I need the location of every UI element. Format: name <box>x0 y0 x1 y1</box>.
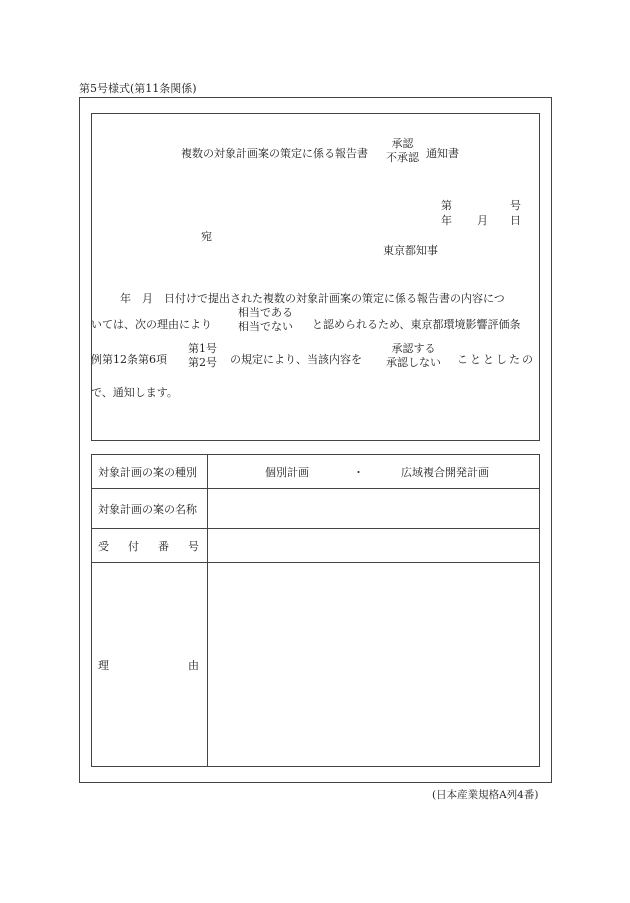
body-line-3-post: こととしたの <box>457 353 535 366</box>
date-day: 日 <box>510 214 521 227</box>
choice-item-1: 第1号 <box>188 342 217 355</box>
reason-char-1: 理 <box>98 658 109 672</box>
table-row-receipt <box>92 529 540 563</box>
body-line-4: で、通知します。 <box>91 386 178 399</box>
reason-value[interactable] <box>208 563 540 767</box>
table-row-name <box>92 489 540 529</box>
addressee-suffix: 宛 <box>201 230 212 243</box>
receipt-number-label <box>92 529 208 563</box>
title-choice <box>386 137 419 165</box>
date-year: 年 <box>441 214 452 227</box>
receipt-char-1: 受 <box>98 539 109 553</box>
plan-type-options <box>208 455 540 489</box>
date-month: 月 <box>477 214 488 227</box>
option-separator: ・ <box>353 465 364 479</box>
title-choice-reject: 不承認 <box>386 151 419 164</box>
body-line-1: 年 月 日付けで提出された複数の対象計画案の策定に係る報告書の内容につ <box>120 292 505 305</box>
choice-approve: 承認する <box>391 342 436 355</box>
number-suffix: 号 <box>510 199 521 212</box>
plan-name-value[interactable] <box>208 489 540 529</box>
choice-not-approve: 承認しない <box>386 356 441 369</box>
body-line-3-mid: の規定により、当該内容を <box>230 353 362 366</box>
choice-item-2: 第2号 <box>188 356 217 369</box>
paper-size-note: (日本産業規格A列4番) <box>432 789 539 801</box>
title-suffix: 通知書 <box>426 147 459 160</box>
body-line-3-clause-choice <box>188 342 217 370</box>
table-row-type <box>92 455 540 489</box>
choice-inappropriate: 相当でない <box>238 320 293 333</box>
issuer: 東京都知事 <box>383 244 438 257</box>
reason-char-2: 由 <box>188 658 199 672</box>
body-line-2-choice <box>238 306 293 334</box>
notice-title: 複数の対象計画案の策定に係る報告書 <box>181 147 368 160</box>
receipt-char-2: 付 <box>128 539 139 553</box>
receipt-number-value[interactable] <box>208 529 540 563</box>
option-wide-area-plan: 広域複合開発計画 <box>401 465 489 479</box>
plan-info-table <box>91 454 540 767</box>
receipt-char-4: 号 <box>188 539 199 553</box>
plan-type-label: 対象計画の案の種別 <box>92 455 208 489</box>
form-number-label: 第5号様式(第11条関係) <box>79 82 197 95</box>
body-line-3-decision-choice <box>386 342 441 370</box>
table-row-reason <box>92 563 540 767</box>
title-choice-approve: 承認 <box>391 137 414 150</box>
reason-label <box>92 563 208 767</box>
body-line-2-pre: いては、次の理由により <box>91 318 212 331</box>
option-individual-plan: 個別計画 <box>265 465 309 479</box>
receipt-char-3: 番 <box>158 539 169 553</box>
plan-name-label: 対象計画の案の名称 <box>92 489 208 529</box>
choice-appropriate: 相当である <box>238 306 293 319</box>
body-line-3-pre: 例第12条第6項 <box>91 353 167 366</box>
number-prefix: 第 <box>441 199 452 212</box>
body-line-2-post: と認められるため、東京都環境影響評価条 <box>312 318 521 331</box>
